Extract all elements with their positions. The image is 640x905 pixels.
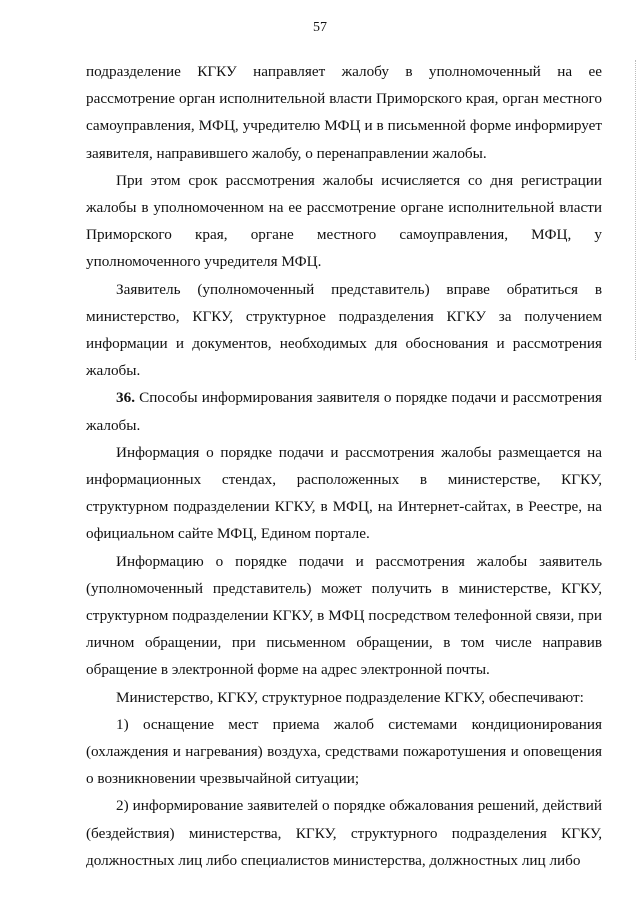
page-number: 57 (313, 20, 327, 35)
paragraph-text: Информацию о порядке подачи и рассмотрения жалобы заявитель (уполномоченный представитель) может получить в министерстве, КГКУ, структурном подразделении КГКУ, в МФЦ посредством телефонной связи, при личном обращении, при письменном обращении, в том числе направив обращение в электронной форме на адрес электронной почты. (86, 552, 602, 679)
body-text (86, 58, 602, 874)
paragraph-text: Министерство, КГКУ, структурное подразделение КГКУ, обеспечивают: (116, 688, 584, 706)
paragraph-7 (86, 684, 602, 711)
section-heading-36 (86, 384, 602, 438)
paragraph-5 (86, 439, 602, 548)
section-heading-text: Способы информирования заявителя о порядке подачи и рассмотрения жалобы. (86, 389, 602, 434)
paragraph-6 (86, 548, 602, 684)
paragraph-1 (86, 58, 602, 167)
paragraph-text: 1) оснащение мест приема жалоб системами кондиционирования (охлаждения и нагревания) воздуха, средствами пожаротушения и оповещения о возникновении чрезвычайной ситуации; (86, 715, 602, 788)
list-item-2 (86, 792, 602, 874)
section-number: 36. (116, 389, 135, 407)
paragraph-text: подразделение КГКУ направляет жалобу в уполномоченный на ее рассмотрение орган исполнительной власти Приморского края, орган местного самоуправления, МФЦ, учредителю МФЦ и в письменной форме информирует заявителя, направившего жалобу, о перенаправлении жалобы. (86, 63, 602, 162)
paragraph-text: Информация о порядке подачи и рассмотрения жалобы размещается на информационных стендах, расположенных в министерстве, КГКУ, структурном подразделении КГКУ, в МФЦ, на Интернет-сайтах, в Реестре, на официальном сайте МФЦ, Едином портале. (86, 443, 602, 543)
paragraph-3 (86, 276, 602, 385)
paragraph-text: 2) информирование заявителей о порядке обжалования решений, действий (бездействия) министерства, КГКУ, структурного подразделения КГКУ, должностных лиц либо специалистов министерства, должностных лиц либо (86, 797, 602, 869)
paragraph-2 (86, 167, 602, 276)
paragraph-text: Заявитель (уполномоченный представитель) вправе обратиться в министерство, КГКУ, структурное подразделения КГКУ за получением информации и документов, необходимых для обоснования и рассмотрения жалобы. (86, 280, 602, 380)
scan-edge-mark (634, 60, 636, 360)
paragraph-text: При этом срок рассмотрения жалобы исчисляется со дня регистрации жалобы в уполномоченном на ее рассмотрение органе исполнительной власти Приморского края, органе местного самоуправления, МФЦ, у уполномоченного учредителя МФЦ. (86, 171, 602, 271)
list-item-1 (86, 711, 602, 793)
